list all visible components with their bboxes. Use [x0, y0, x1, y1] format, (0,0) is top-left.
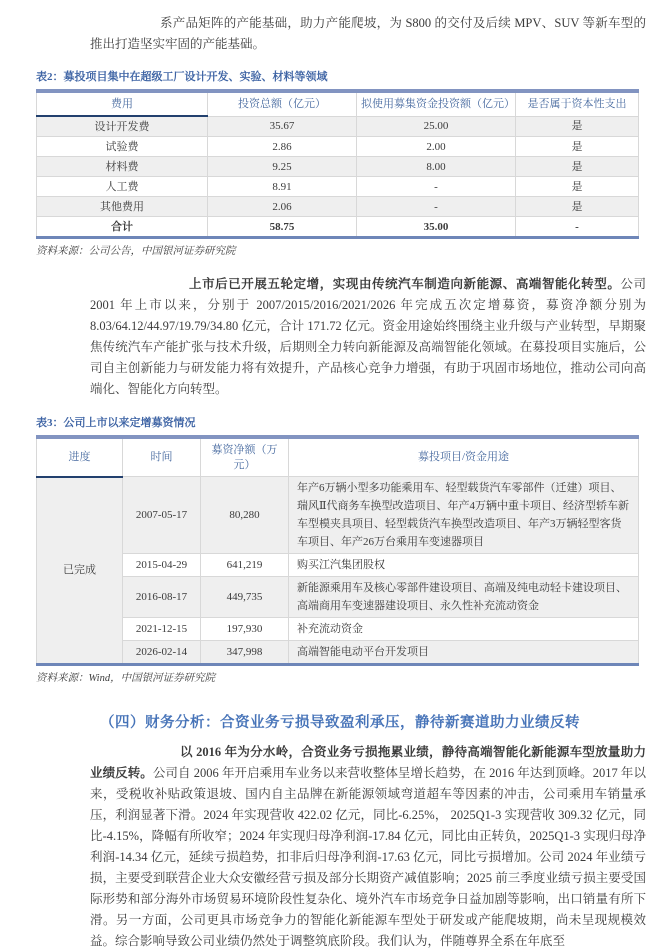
- table2-cell: 材料费: [37, 157, 208, 177]
- table2-row: [37, 157, 639, 177]
- table3-header-cell: 时间: [123, 437, 201, 477]
- table2-cell: 设计开发费: [37, 116, 208, 137]
- table3-cell: 2015-04-29: [123, 554, 201, 577]
- table2-cell: 是: [516, 116, 639, 137]
- table2-cell: 其他费用: [37, 197, 208, 217]
- table2-cell: 2.00: [357, 137, 516, 157]
- table3-cell: 2021-12-15: [123, 618, 201, 641]
- table2-header-row: [37, 91, 639, 116]
- paragraph-body: 公司 2001 年上市以来，分别于 2007/2015/2016/2021/2026 年完成五次定增募资，募资净额分别为 8.03/64.12/44.97/19.79/34.80 亿元，合计 171.72 亿元。资金用途始终围绕主业升级与产业转型，早期聚焦传统汽车产能扩张与技术升级，后期则全力转向新能源及高端智能化领域。在募投项目实施后，公司自主创新能力与研发能力将有效提升，产品核心竞争力增强，有助于巩固市场地位，推动公司向高端化、智能化方向转型。: [90, 277, 646, 396]
- table3-cell: 新能源乘用车及核心零部件建设项目、高端及纯电动轻卡建设项目、高端商用车变速器建设项目、永久性补充流动资金: [289, 577, 639, 618]
- table3-cell: 80,280: [201, 477, 289, 554]
- table2-cell: 2.06: [208, 197, 357, 217]
- section-heading: （四）财务分析：合资业务亏损导致盈利承压，静待新赛道助力业绩反转: [100, 715, 580, 731]
- table2-row: [37, 197, 639, 217]
- table3-cell: 2007-05-17: [123, 477, 201, 554]
- table2-cell: -: [516, 217, 639, 238]
- table2-cell: 35.67: [208, 116, 357, 137]
- table3-row: [37, 554, 639, 577]
- table2-cell: 8.00: [357, 157, 516, 177]
- table2-total-row: [37, 217, 639, 238]
- table2-header-cell: 投资总额（亿元）: [208, 91, 357, 116]
- table3-header-cell: 募资净额（万元）: [201, 437, 289, 477]
- table2-row: [37, 116, 639, 137]
- intro-paragraph-text: 系产品矩阵的产能基础，助力产能爬坡，为 S800 的交付及后续 MPV、SUV 等新车型的推出打造坚实牢固的产能基础。: [90, 16, 646, 51]
- table2-cell: 是: [516, 197, 639, 217]
- table3-cell: 347,998: [201, 641, 289, 665]
- table2-cell: 25.00: [357, 116, 516, 137]
- table3-source: 资料来源：Wind，中国银河证券研究院: [36, 673, 216, 684]
- table3-cell: 2026-02-14: [123, 641, 201, 665]
- table3-row: [37, 618, 639, 641]
- table3-row: [37, 477, 639, 554]
- table2-cell: 试验费: [37, 137, 208, 157]
- table2-cell: 合计: [37, 217, 208, 238]
- paragraph-lead: 以 2016 年为分水岭，合资业务亏损拖累业绩，静待高端智能化新能源车型放量助力业绩反转。: [90, 745, 646, 780]
- table2-source: 资料来源：公司公告，中国银河证券研究院: [36, 246, 236, 257]
- paragraph-lead: 上市后已开展五轮定增，实现由传统汽车制造向新能源、高端智能化转型。: [189, 277, 621, 291]
- intro-paragraph: [90, 13, 646, 54]
- table3-title: 表3：公司上市以来定增募资情况: [36, 417, 196, 429]
- paragraph-body: 公司自 2006 年开启乘用车业务以来营收整体呈增长趋势，在 2016 年达到顶峰。2017 年以来，受税收补贴政策退坡、国内自主品牌在新能源领域弯道超车等因素的冲击，公司乘用车销量承压，利润显著下滑。2024 年实现营收 422.02 亿元，同比-6.25%， 2025Q1-3 实现营收 309.32 亿元，同比-4.15%，降幅有所收窄；2024 年实现归母净利润-17.84 亿元，同比由正转负，2025Q1-3 实现归母净利润-14.34 亿元，延续亏损趋势，扣非后归母净利润-17.63 亿元，同比亏损增加。公司 2024 年业绩亏损，主要受到联营企业大众安徽经营亏损及部分长期资产减值影响；2025 前三季度业绩亏损主要受国际形势和部分海外市场贸易环境阶段性复杂化、境外汽车市场竞争日益加剧等影响，出口销量有所下滑。另一方面，公司更具市场竞争力的智能化新能源车型处于研发或产能爬坡期，尚未呈现规模效益。综合影响导致公司业绩仍然处于调整筑底阶段。我们认为，伴随尊界全系在年底至: [90, 766, 646, 948]
- table2-cell: 是: [516, 137, 639, 157]
- financial-paragraph: [90, 742, 646, 952]
- table2-row: [37, 137, 639, 157]
- table2-cell: 8.91: [208, 177, 357, 197]
- table3-cell: 197,930: [201, 618, 289, 641]
- fundraising-paragraph: [90, 274, 646, 400]
- table2-cell: 35.00: [357, 217, 516, 238]
- table2-cell: 2.86: [208, 137, 357, 157]
- table3-row: [37, 641, 639, 665]
- table2-cell: 58.75: [208, 217, 357, 238]
- table3-header-cell: 进度: [37, 437, 123, 477]
- table2: [36, 89, 639, 239]
- table3-row: [37, 577, 639, 618]
- table3-cell: 641,219: [201, 554, 289, 577]
- table3-header-row: [37, 437, 639, 477]
- table3-cell: 补充流动资金: [289, 618, 639, 641]
- table3-cell: 449,735: [201, 577, 289, 618]
- table2-cell: -: [357, 197, 516, 217]
- table3-cell: 高端智能电动平台开发项目: [289, 641, 639, 665]
- table3-progress-cell: 已完成: [37, 477, 123, 665]
- table2-cell: -: [357, 177, 516, 197]
- table3-header-cell: 募投项目/资金用途: [289, 437, 639, 477]
- table2-row: [37, 177, 639, 197]
- table3: [36, 435, 639, 666]
- table2-cell: 人工费: [37, 177, 208, 197]
- table2-header-cell: 拟使用募集资金投资额（亿元）: [357, 91, 516, 116]
- table2-header-cell: 是否属于资本性支出: [516, 91, 639, 116]
- table2-header-cell: 费用: [37, 91, 208, 116]
- table3-cell: 年产6万辆小型多功能乘用车、轻型载货汽车零部件（迁建）项目、瑞风Ⅱ代商务车换型改造项目、年产4万辆中重卡项目、经济型轿车新车型模夹具项目、轻型载货汽车换型改造项目、年产3万辆轻型客货车项目、年产26万台乘用车变速器项目: [289, 477, 639, 554]
- table2-cell: 是: [516, 157, 639, 177]
- table2-cell: 9.25: [208, 157, 357, 177]
- table2-cell: 是: [516, 177, 639, 197]
- table3-cell: 2016-08-17: [123, 577, 201, 618]
- table3-cell: 购买江汽集团股权: [289, 554, 639, 577]
- table2-title: 表2：募投项目集中在超级工厂设计开发、实验、材料等领域: [36, 71, 328, 83]
